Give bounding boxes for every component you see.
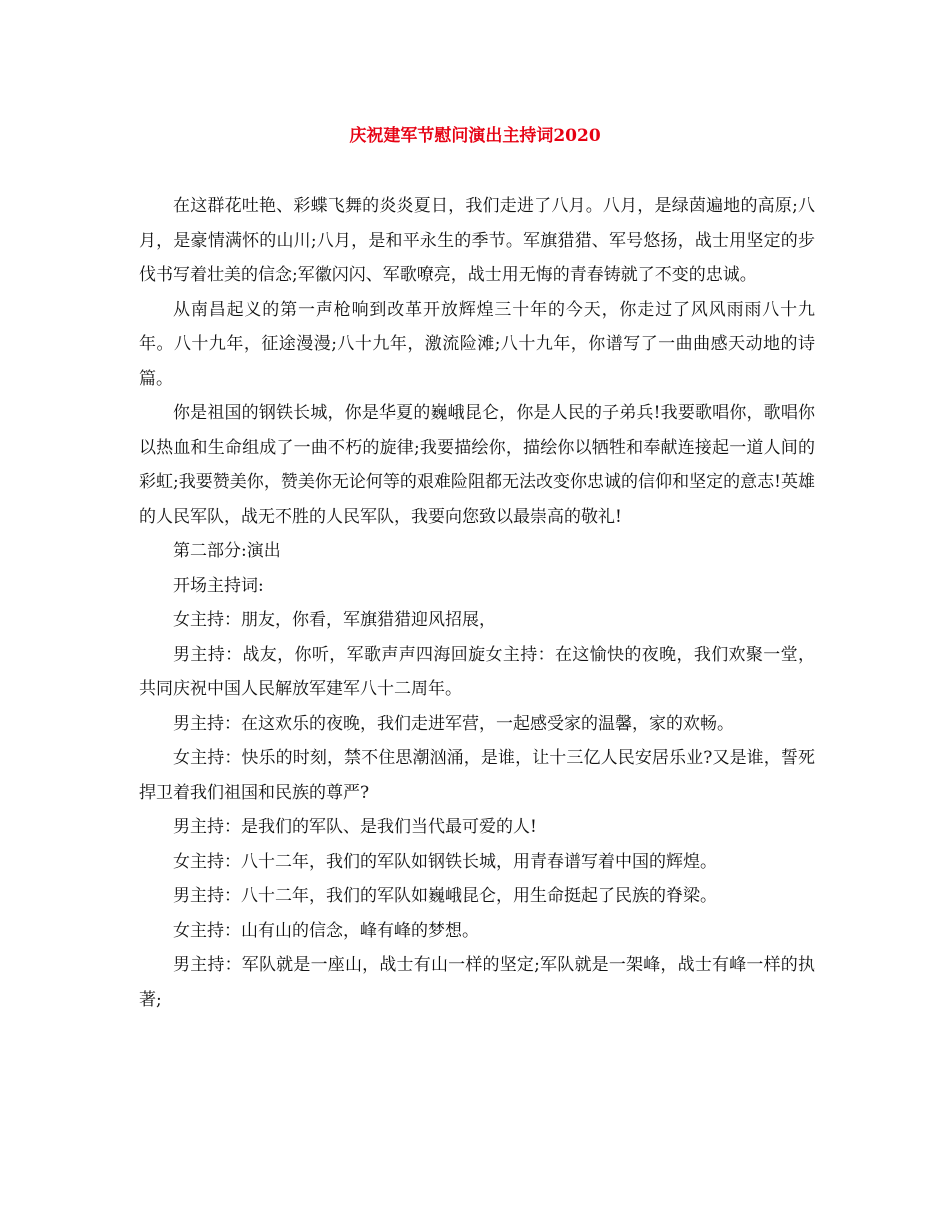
dialogue-line: 女主持：山有山的信念，峰有峰的梦想。 xyxy=(173,920,479,941)
dialogue-line: 女主持：朋友，你看，军旗猎猎迎风招展， xyxy=(173,610,496,630)
dialogue-line: 女主持：八十二年，我们的军队如钢铁长城，用青春谱写着中国的辉煌。 xyxy=(173,851,717,872)
section-heading: 第二部分:演出 xyxy=(173,541,281,561)
dialogue-line: 男主持：是我们的军队、是我们当代最可爱的人! xyxy=(173,817,537,837)
dialogue-line: 男主持：八十二年，我们的军队如巍峨昆仑，用生命挺起了民族的脊梁。 xyxy=(173,886,717,906)
paragraph: 在这群花吐艳、彩蝶飞舞的炎炎夏日，我们走进了八月。八月，是绿茵遍地的高原;八月，是豪情满怀的山川;八月，是和平永生的季节。军旗猎猎、军号悠扬，战士用坚定的步伐书写着壮美的信念;军徽闪闪、军歌嘹亮，战士用无悔的青春铸就了不变的忠诚。 xyxy=(139,196,815,285)
paragraph: 从南昌起义的第一声枪响到改革开放辉煌三十年的今天，你走过了风风雨雨八十九年。八十九年，征途漫漫;八十九年，激流险滩;八十九年，你谱写了一曲曲感天动地的诗篇。 xyxy=(139,299,815,389)
document-body xyxy=(139,189,815,1017)
dialogue-line: 男主持：战友，你听，军歌声声四海回旋女主持：在这愉快的夜晚，我们欢聚一堂，共同庆祝中国人民解放军建军八十二周年。 xyxy=(139,644,815,699)
document-title: 庆祝建军节慰问演出主持词2020 xyxy=(349,126,601,146)
paragraph: 你是祖国的钢铁长城，你是华夏的巍峨昆仑，你是人民的子弟兵!我要歌唱你，歌唱你以热血和生命组成了一曲不朽的旋律;我要描绘你，描绘你以牺牲和奉献连接起一道人间的彩虹;我要赞美你，赞美你无论何等的艰难险阻都无法改变你忠诚的信仰和坚定的意志!英雄的人民军队，战无不胜的人民军队，我要向您致以最崇高的敬礼! xyxy=(139,403,815,527)
subsection-heading: 开场主持词: xyxy=(173,575,264,596)
dialogue-line: 男主持：军队就是一座山，战士有山一样的坚定;军队就是一架峰，战士有峰一样的执著; xyxy=(139,955,815,1010)
dialogue-line: 女主持：快乐的时刻，禁不住思潮汹涌，是谁，让十三亿人民安居乐业?又是谁，誓死捍卫着我们祖国和民族的尊严? xyxy=(139,748,815,803)
dialogue-line: 男主持：在这欢乐的夜晚，我们走进军营，一起感受家的温馨，家的欢畅。 xyxy=(173,713,734,734)
